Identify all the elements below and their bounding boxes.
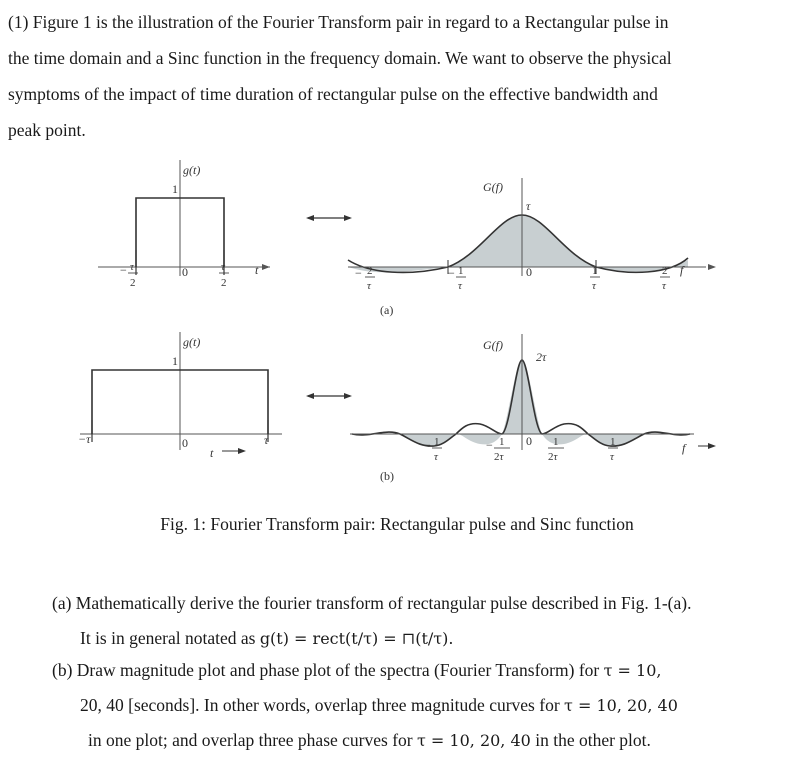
panel-a-g-label: g(t) <box>183 163 201 177</box>
tick-label-neg-1-over-2tau <box>486 436 510 463</box>
panel-a-time-domain <box>98 160 270 289</box>
sinc-b-fill <box>352 360 690 446</box>
svg-text:−: − <box>424 438 431 452</box>
svg-text:2: 2 <box>130 277 136 289</box>
panel-b-f-axis-label: f <box>682 441 686 455</box>
intro-paragraph <box>8 4 788 148</box>
intro-line-2: the time domain and a Sinc function in the frequency domain. We want to observe the physical <box>8 48 672 68</box>
svg-text:τ: τ <box>434 451 438 463</box>
panel-b-G-label: G(f) <box>483 338 503 352</box>
svg-text:1: 1 <box>499 436 505 448</box>
question-b-line-3: in one plot; and overlap three phase curves for τ = 10, 20, 40 in the other plot. <box>88 730 651 750</box>
panel-a-t-axis-label: t <box>255 263 259 277</box>
panel-b-g-label: g(t) <box>183 335 201 349</box>
panel-b-freq-zero: 0 <box>526 434 532 448</box>
panel-a-amp-label: 1 <box>172 182 178 196</box>
svg-text:2τ: 2τ <box>494 451 504 463</box>
svg-text:t: t <box>210 446 214 460</box>
svg-text:−: − <box>355 266 362 280</box>
panel-a-peak-label: τ <box>526 199 531 213</box>
question-a <box>52 586 691 656</box>
transform-arrow-b <box>306 393 352 399</box>
svg-text:2: 2 <box>367 265 373 277</box>
figure-caption: Fig. 1: Fourier Transform pair: Rectangular pulse and Sinc function <box>160 514 634 534</box>
svg-text:2: 2 <box>221 277 227 289</box>
question-a-line-2: It is in general notated as g(t) = rect(t/τ) = ⊓(t/τ). <box>80 628 454 648</box>
svg-text:τ: τ <box>221 261 225 273</box>
svg-text:1: 1 <box>434 436 440 448</box>
svg-text:1: 1 <box>592 265 598 277</box>
panel-a-freq-domain <box>348 178 716 317</box>
intro-line-3: symptoms of the impact of time duration of rectangular pulse on the effective bandwidth and <box>8 84 658 104</box>
svg-text:τ: τ <box>610 451 614 463</box>
svg-text:τ: τ <box>662 280 666 292</box>
svg-text:−: − <box>120 263 127 277</box>
panel-b-amp-label: 1 <box>172 354 178 368</box>
panel-a-freq-zero: 0 <box>526 265 532 279</box>
panel-b-tau: τ <box>264 433 269 447</box>
panel-a-zero: 0 <box>182 265 188 279</box>
tick-label-1-over-tau <box>590 265 600 292</box>
panel-b-freq-domain <box>350 334 716 483</box>
question-b-line-1: (b) Draw magnitude plot and phase plot of the spectra (Fourier Transform) for τ = 10, <box>52 660 662 680</box>
panel-b-label: (b) <box>380 469 394 483</box>
rect-formula: g(t) = rect(t/τ) = ⊓(t/τ). <box>259 629 454 648</box>
panel-b-time-domain <box>78 332 282 460</box>
svg-text:τ: τ <box>367 280 371 292</box>
svg-text:−: − <box>448 266 455 280</box>
figure-1 <box>70 150 730 490</box>
transform-arrow-a <box>306 215 352 221</box>
panel-b-t-axis <box>210 446 246 460</box>
svg-text:−: − <box>486 438 493 452</box>
svg-text:1: 1 <box>610 436 616 448</box>
intro-line-1: (1) Figure 1 is the illustration of the Fourier Transform pair in regard to a Rectangular pulse in <box>8 12 669 32</box>
tick-label-neg-1-over-tau <box>448 265 466 292</box>
question-b <box>52 653 678 758</box>
question-b-line-2: 20, 40 [seconds]. In other words, overlap three magnitude curves for τ = 10, 20, 40 <box>80 695 678 715</box>
svg-text:τ: τ <box>130 261 134 273</box>
svg-text:τ: τ <box>592 280 596 292</box>
svg-text:1: 1 <box>553 436 559 448</box>
panel-b-zero: 0 <box>182 436 188 450</box>
question-a-line-1: (a) Mathematically derive the fourier transform of rectangular pulse described in Fig. 1-(a). <box>52 593 692 613</box>
panel-a-f-axis-label: f <box>680 263 684 277</box>
panel-b-peak-label: 2τ <box>536 350 547 364</box>
svg-text:2: 2 <box>662 265 668 277</box>
svg-text:2τ: 2τ <box>548 451 558 463</box>
svg-text:1: 1 <box>458 265 464 277</box>
svg-text:τ: τ <box>458 280 462 292</box>
panel-a-label: (a) <box>380 303 394 317</box>
panel-b-neg-tau: −τ <box>78 432 91 446</box>
sinc-a-fill <box>348 215 688 272</box>
panel-a-G-label: G(f) <box>483 180 503 194</box>
intro-line-4: peak point. <box>8 120 86 140</box>
